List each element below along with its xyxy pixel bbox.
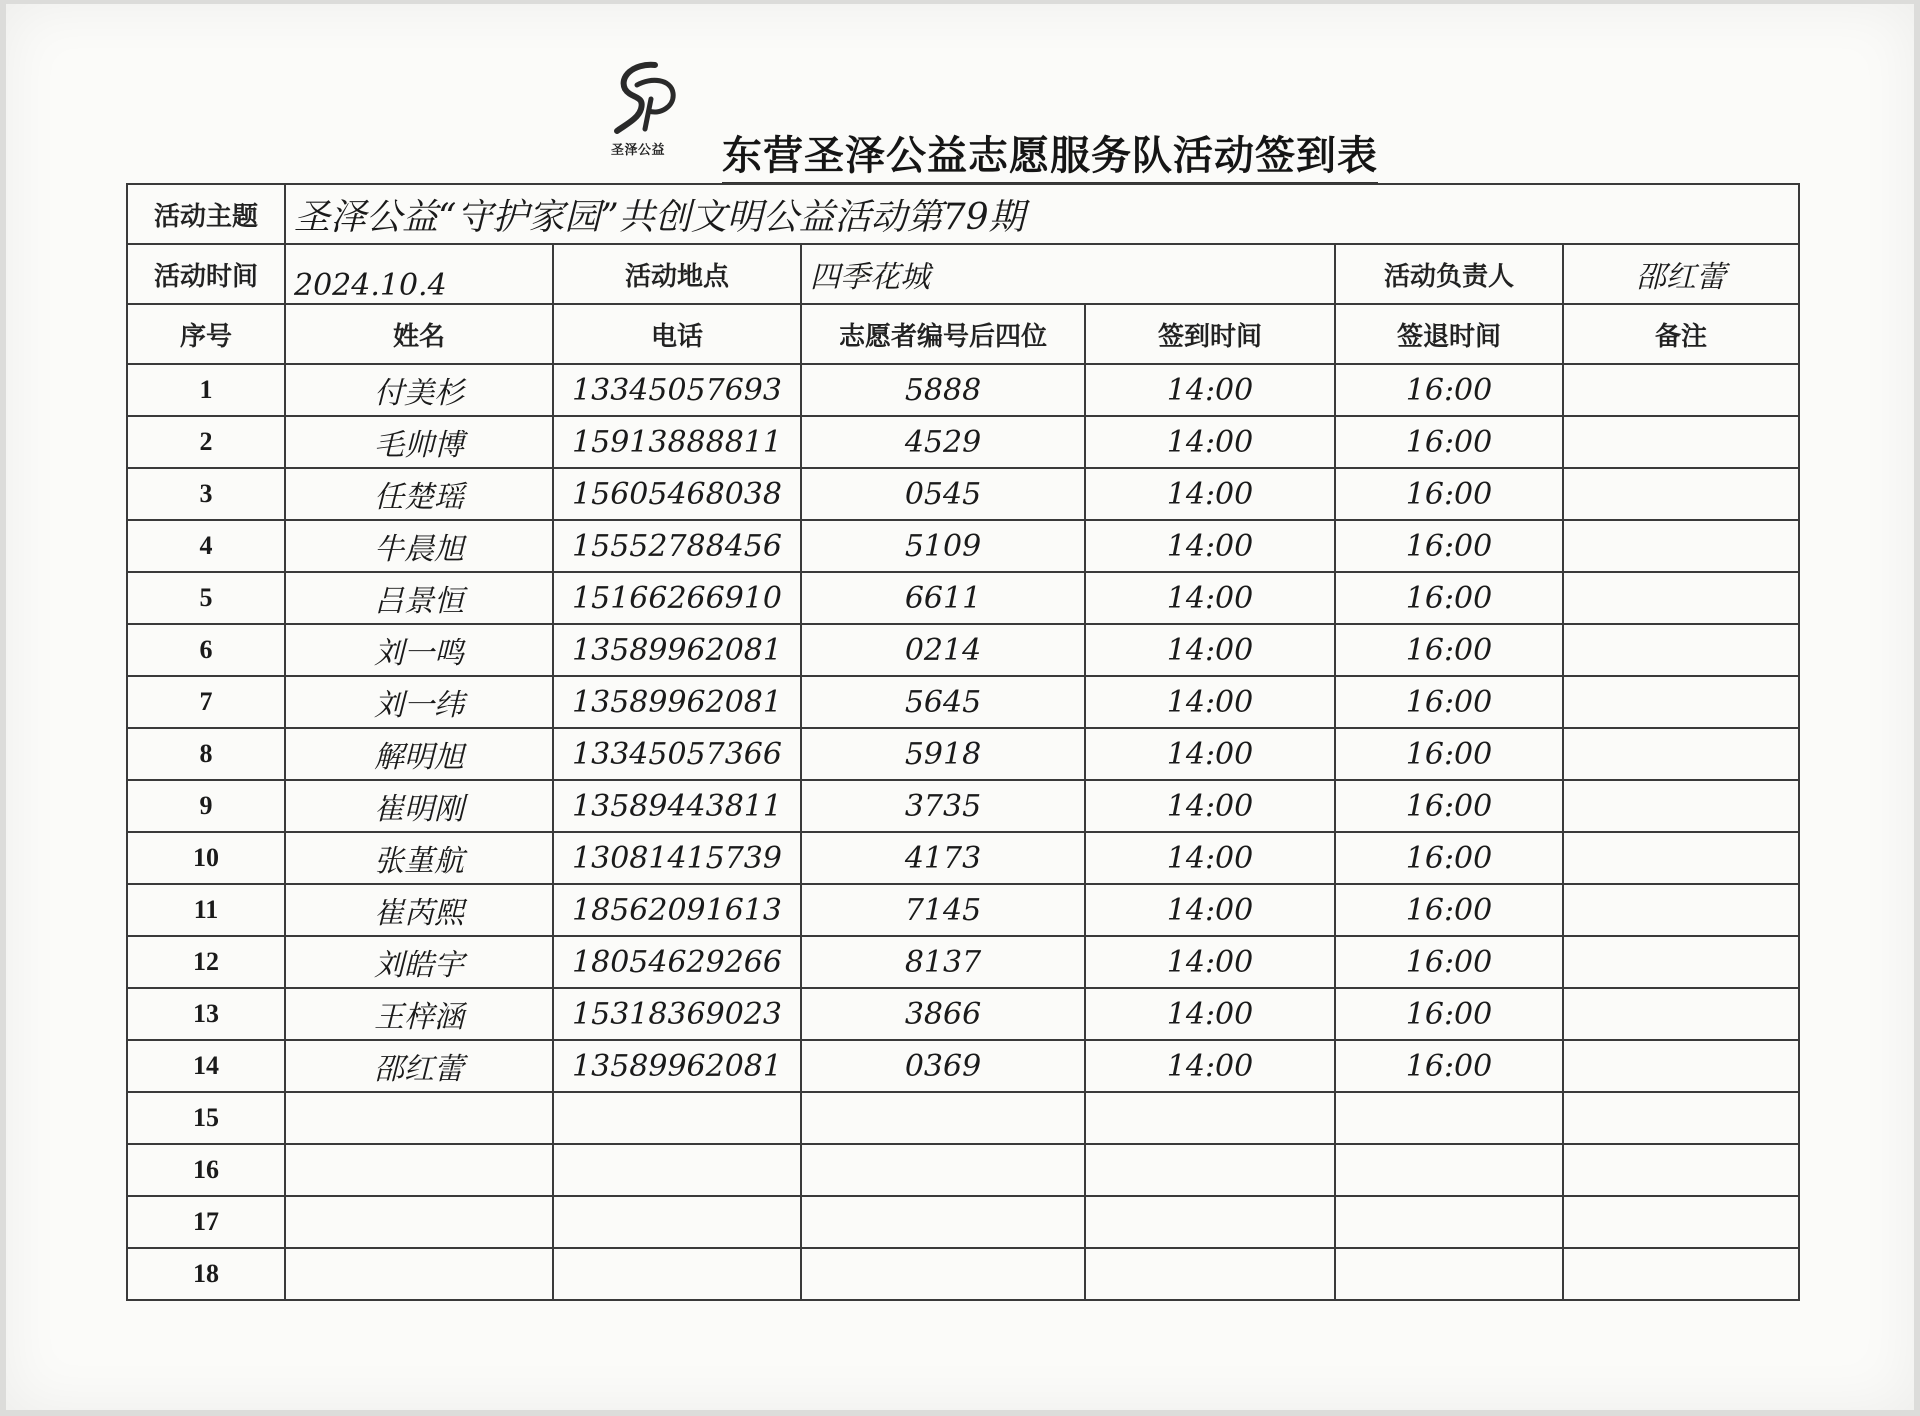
shengze-logo-icon [611,59,681,137]
col-header-volunteer-id: 志愿者编号后四位 [801,304,1085,364]
table-row [127,936,1799,988]
row-remarks [1563,624,1799,676]
theme-row [127,184,1799,244]
row-remarks [1563,416,1799,468]
row-checkout-time: 16:00 [1335,624,1563,676]
row-phone: 15605468038 [553,468,801,520]
row-name: 刘一纬 [285,676,553,728]
theme-value: 圣泽公益“守护家园”共创文明公益活动第79期 [285,184,1799,244]
row-volunteer-id: 4173 [801,832,1085,884]
row-name [285,1248,553,1300]
row-remarks [1563,364,1799,416]
row-volunteer-id: 0369 [801,1040,1085,1092]
place-label: 活动地点 [553,244,801,304]
table-row [127,468,1799,520]
row-volunteer-id: 5109 [801,520,1085,572]
table-row [127,520,1799,572]
row-remarks [1563,936,1799,988]
row-phone: 13589962081 [553,624,801,676]
row-phone: 13345057693 [553,364,801,416]
col-header-remarks: 备注 [1563,304,1799,364]
row-name: 崔明刚 [285,780,553,832]
row-checkout-time [1335,1248,1563,1300]
place-value: 四季花城 [801,244,1335,304]
column-header-row [127,304,1799,364]
row-checkout-time [1335,1144,1563,1196]
row-volunteer-id: 6611 [801,572,1085,624]
row-checkin-time [1085,1248,1335,1300]
row-number: 13 [127,988,285,1040]
row-remarks [1563,988,1799,1040]
row-volunteer-id: 4529 [801,416,1085,468]
row-checkin-time: 14:00 [1085,936,1335,988]
row-remarks [1563,1248,1799,1300]
row-checkout-time: 16:00 [1335,572,1563,624]
table-row [127,728,1799,780]
row-number: 6 [127,624,285,676]
table-row [127,988,1799,1040]
row-checkout-time: 16:00 [1335,416,1563,468]
row-checkout-time: 16:00 [1335,884,1563,936]
signin-table [126,183,1800,1301]
row-volunteer-id: 0545 [801,468,1085,520]
table-row [127,416,1799,468]
table-row [127,1196,1799,1248]
row-phone: 18054629266 [553,936,801,988]
row-number: 18 [127,1248,285,1300]
row-checkout-time: 16:00 [1335,520,1563,572]
row-volunteer-id: 7145 [801,884,1085,936]
row-checkout-time: 16:00 [1335,728,1563,780]
row-checkin-time: 14:00 [1085,988,1335,1040]
table-row [127,1092,1799,1144]
row-name: 张堇航 [285,832,553,884]
row-name: 邵红蕾 [285,1040,553,1092]
row-volunteer-id: 8137 [801,936,1085,988]
row-number: 15 [127,1092,285,1144]
row-checkin-time: 14:00 [1085,364,1335,416]
row-phone: 13589443811 [553,780,801,832]
row-number: 10 [127,832,285,884]
row-phone [553,1196,801,1248]
row-phone: 15166266910 [553,572,801,624]
time-value: 2024.10.4 [285,244,553,304]
row-checkin-time: 14:00 [1085,572,1335,624]
row-number: 7 [127,676,285,728]
table-row [127,1040,1799,1092]
row-checkout-time: 16:00 [1335,676,1563,728]
table-row [127,780,1799,832]
row-remarks [1563,572,1799,624]
row-checkout-time: 16:00 [1335,364,1563,416]
row-number: 4 [127,520,285,572]
row-number: 17 [127,1196,285,1248]
row-name: 刘一鸣 [285,624,553,676]
leader-label: 活动负责人 [1335,244,1563,304]
row-checkin-time: 14:00 [1085,468,1335,520]
row-remarks [1563,1144,1799,1196]
row-checkin-time: 14:00 [1085,728,1335,780]
table-row [127,364,1799,416]
table-row [127,572,1799,624]
row-phone: 18562091613 [553,884,801,936]
row-name [285,1196,553,1248]
table-row [127,832,1799,884]
row-number: 8 [127,728,285,780]
row-number: 16 [127,1144,285,1196]
row-name: 毛帅博 [285,416,553,468]
row-phone: 15318369023 [553,988,801,1040]
row-volunteer-id [801,1144,1085,1196]
row-phone [553,1248,801,1300]
row-volunteer-id: 5888 [801,364,1085,416]
row-remarks [1563,1196,1799,1248]
row-volunteer-id: 3866 [801,988,1085,1040]
row-phone: 13081415739 [553,832,801,884]
row-remarks [1563,728,1799,780]
row-phone: 15552788456 [553,520,801,572]
row-remarks [1563,884,1799,936]
row-number: 5 [127,572,285,624]
row-volunteer-id: 5645 [801,676,1085,728]
table-row [127,1144,1799,1196]
row-checkin-time [1085,1144,1335,1196]
row-volunteer-id [801,1196,1085,1248]
row-checkout-time [1335,1092,1563,1144]
row-name: 王梓涵 [285,988,553,1040]
row-checkin-time [1085,1092,1335,1144]
document-title: 东营圣泽公益志愿服务队活动签到表 [722,124,1378,184]
col-header-checkout-time: 签退时间 [1335,304,1563,364]
col-header-phone: 电话 [553,304,801,364]
table-row [127,676,1799,728]
row-checkout-time: 16:00 [1335,1040,1563,1092]
row-volunteer-id: 3735 [801,780,1085,832]
row-checkin-time [1085,1196,1335,1248]
row-checkin-time: 14:00 [1085,780,1335,832]
row-name: 付美杉 [285,364,553,416]
row-checkin-time: 14:00 [1085,884,1335,936]
row-volunteer-id: 5918 [801,728,1085,780]
table-row [127,1248,1799,1300]
row-name: 刘皓宇 [285,936,553,988]
row-volunteer-id [801,1092,1085,1144]
row-checkout-time: 16:00 [1335,780,1563,832]
time-label: 活动时间 [127,244,285,304]
row-checkout-time: 16:00 [1335,832,1563,884]
row-number: 12 [127,936,285,988]
row-volunteer-id: 0214 [801,624,1085,676]
row-name: 崔芮熙 [285,884,553,936]
row-remarks [1563,832,1799,884]
col-header-name: 姓名 [285,304,553,364]
theme-label: 活动主题 [127,184,285,244]
row-checkin-time: 14:00 [1085,832,1335,884]
row-checkout-time: 16:00 [1335,936,1563,988]
row-remarks [1563,780,1799,832]
row-remarks [1563,1092,1799,1144]
row-number: 1 [127,364,285,416]
col-header-checkin-time: 签到时间 [1085,304,1335,364]
row-name: 任楚瑶 [285,468,553,520]
row-checkout-time: 16:00 [1335,468,1563,520]
logo-text: 圣泽公益 [611,143,666,158]
row-checkin-time: 14:00 [1085,520,1335,572]
row-name: 牛晨旭 [285,520,553,572]
leader-value: 邵红蕾 [1563,244,1799,304]
row-phone: 13589962081 [553,1040,801,1092]
row-checkin-time: 14:00 [1085,416,1335,468]
row-remarks [1563,676,1799,728]
row-checkin-time: 14:00 [1085,676,1335,728]
row-remarks [1563,520,1799,572]
row-phone [553,1144,801,1196]
row-name [285,1092,553,1144]
row-number: 11 [127,884,285,936]
row-checkin-time: 14:00 [1085,624,1335,676]
row-name [285,1144,553,1196]
row-number: 2 [127,416,285,468]
shengze-logo [611,59,681,159]
row-checkout-time: 16:00 [1335,988,1563,1040]
table-row [127,624,1799,676]
row-checkout-time [1335,1196,1563,1248]
row-number: 9 [127,780,285,832]
row-remarks [1563,1040,1799,1092]
row-phone [553,1092,801,1144]
row-volunteer-id [801,1248,1085,1300]
table-row [127,884,1799,936]
col-header-no: 序号 [127,304,285,364]
row-name: 解明旭 [285,728,553,780]
row-phone: 15913888811 [553,416,801,468]
row-checkin-time: 14:00 [1085,1040,1335,1092]
row-remarks [1563,468,1799,520]
row-phone: 13345057366 [553,728,801,780]
row-name: 吕景恒 [285,572,553,624]
info-row [127,244,1799,304]
row-number: 3 [127,468,285,520]
row-phone: 13589962081 [553,676,801,728]
row-number: 14 [127,1040,285,1092]
